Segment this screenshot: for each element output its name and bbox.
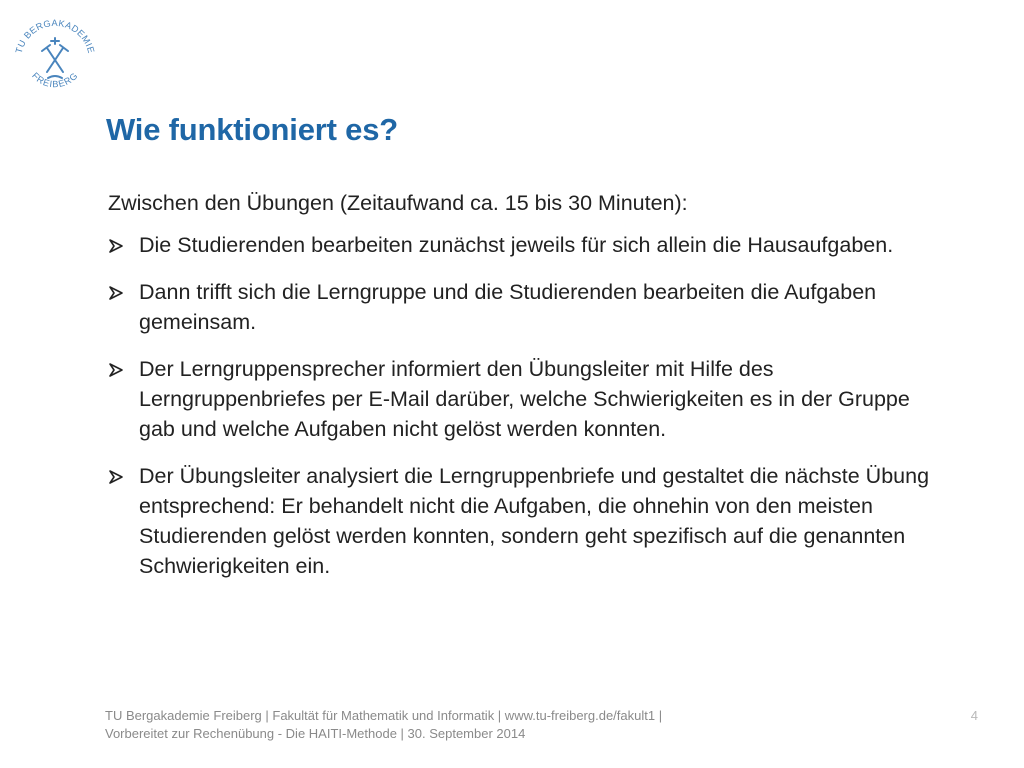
bullet-text: Der Lerngruppensprecher informiert den Übungsleiter mit Hilfe des Lerngruppenbriefes per E-Mail darüber, welche Schwierigkeiten es in der Gruppe gab und welche Aufgaben nicht gelöst werden konnten. — [139, 357, 910, 441]
arrow-bullet-icon — [108, 285, 124, 301]
slide-footer — [105, 707, 662, 743]
bullet-item — [108, 277, 948, 337]
arrow-bullet-icon — [108, 469, 124, 485]
bullet-item — [108, 461, 948, 581]
bullet-item — [108, 354, 948, 444]
bullet-text: Die Studierenden bearbeiten zunächst jeweils für sich allein die Hausaufgaben. — [139, 233, 894, 257]
bullet-text: Dann trifft sich die Lerngruppe und die Studierenden bearbeiten die Aufgaben gemeinsam. — [139, 280, 877, 334]
arrow-bullet-icon — [108, 362, 124, 378]
bullet-list — [108, 230, 948, 581]
intro-text: Zwischen den Übungen (Zeitaufwand ca. 15 bis 30 Minuten): — [108, 191, 688, 215]
footer-line-1: TU Bergakademie Freiberg | Fakultät für Mathematik und Informatik | www.tu-freiberg.de/fakult1 | — [105, 708, 663, 723]
arrow-bullet-icon — [108, 238, 124, 254]
footer-line-2: Vorbereitet zur Rechenübung - Die HAITI-Methode | 30. September 2014 — [105, 726, 526, 741]
logo-bottom-text: FREIBERG — [30, 70, 80, 90]
hammer-and-pick-icon — [42, 38, 68, 78]
logo-top-text: TU BERGAKADEMIE — [13, 17, 97, 55]
page-number: 4 — [970, 708, 978, 723]
slide-content — [108, 188, 948, 598]
tu-bergakademie-freiberg-logo — [10, 14, 100, 104]
bullet-text: Der Übungsleiter analysiert die Lerngruppenbriefe und gestaltet die nächste Übung entsprechend: Er behandelt nicht die Aufgaben, die ohnehin von den meisten Studierenden gelöst werden konnten, sondern geht spezifisch auf die genannten Schwierigkeiten ein. — [139, 464, 930, 578]
bullet-item — [108, 230, 948, 260]
slide-title: Wie funktioniert es? — [106, 112, 398, 147]
